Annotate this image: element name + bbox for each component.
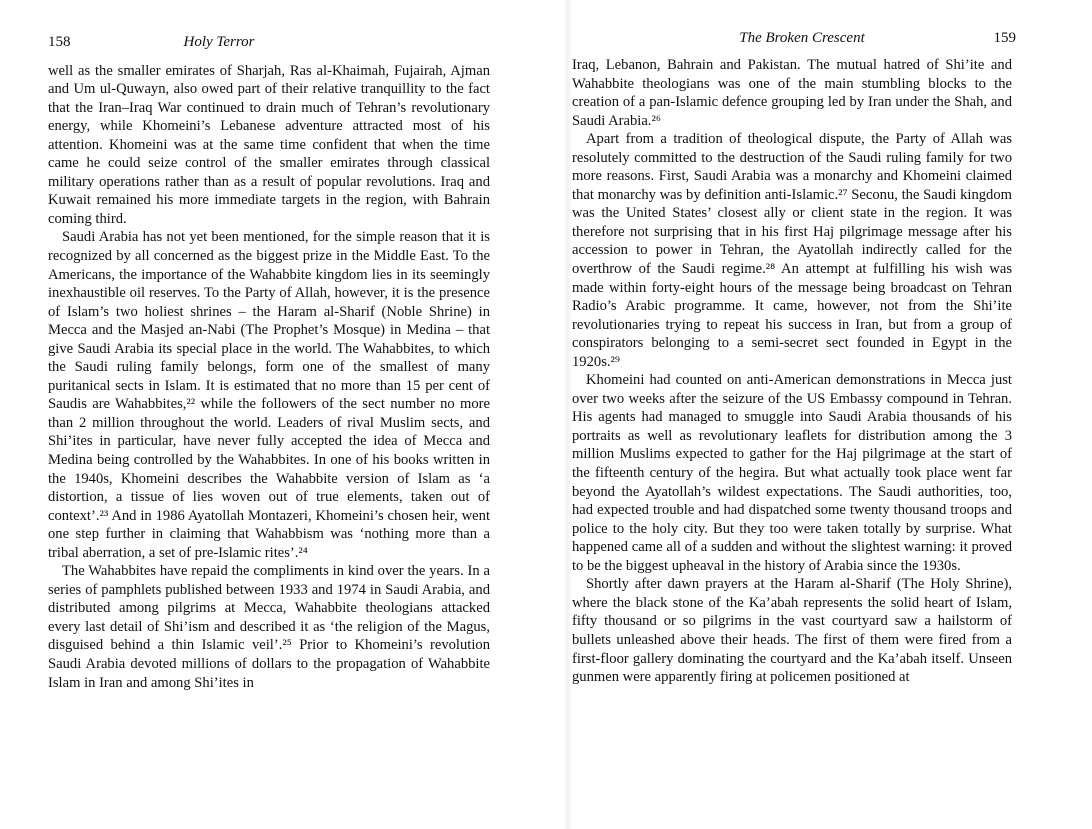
right-paragraph-2: Apart from a tradition of theological dispute, the Party of Allah was resolutely committed to the destruction of the Saudi ruling family for two more reasons. First, Saudi Arabia was a monarchy and Khomeini claimed that monarchy was by definition anti-Islamic.²⁷ Seconu, the Saudi kingdom was the United States’ closest ally or client state in the region. It was therefore not surprising that in his first Haj pilgrimage message after his accession to power in Tehran, the Ayatollah indirectly called for the overthrow of the Saudi regime.²⁸ An attempt at fulfilling his wish was made within forty-eight hours of the message being broadcast on Tehran Radio’s Arabic programme. It came, however, not from the Shi’ite revolutionaries trying to repeat his success in Iran, but from a group of conspirators belonging to a semi-secret sect founded in Egypt in the 1920s.²⁹ — [572, 131, 1012, 370]
left-running-head — [48, 34, 490, 62]
left-page-number: 158 — [48, 34, 71, 50]
left-paragraph-3: The Wahabbites have repaid the compliments in kind over the years. In a series of pamphlets published between 1933 and 1974 in Saudi Arabia, and distributed among pilgrims at Mecca, Wahabbite theologians attacked every last detail of Shi’ism and described it as ‘the religion of the Magus, disguised behind a thin Islamic veil’.²⁵ Prior to Khomeini’s revolution Saudi Arabia devoted millions of dollars to the propagation of Wahabbite Islam in Iran and among Shi’ites in — [48, 563, 490, 691]
book-gutter — [564, 0, 572, 829]
right-paragraph-1: Iraq, Lebanon, Bahrain and Pakistan. The mutual hatred of Shi’ite and Wahabbite theologians was one of the main stumbling blocks to the creation of a pan-Islamic defence grouping led by Iran under the Shah, and Saudi Arabia.²⁶ — [572, 57, 1012, 129]
left-paragraph-1: well as the smaller emirates of Sharjah, Ras al-Khaimah, Fujairah, Ajman and Um ul-Quwayn, also owed part of their relative tranquillity to the fact that the Iran–Iraq War continued to drain much of Tehran’s revolutionary energy, while Khomeini’s Lebanese adventure attracted most of his attention. Khomeini was at the same time confident that when the time came he could seize control of the smaller emirates through classical military operations rather than as a result of popular revolutions. Iraq and Kuwait remained his more immediate targets in the region, with Bahrain coming third. — [48, 62, 490, 227]
right-body-text — [572, 56, 1012, 687]
right-running-head — [572, 30, 1016, 58]
left-paragraph-2: Saudi Arabia has not yet been mentioned, for the simple reason that it is recognized by all concerned as the biggest prize in the Middle East. To the Americans, the importance of the Wahabbite kingdom lies in its seemingly inexhaustible oil reserves. To the Party of Allah, however, it is the presence of Islam’s two holiest shrines – the Haram al-Sharif (Noble Shrine) in Mecca and the Masjed an-Nabi (The Prophet’s Mosque) in Medina – that give Saudi Arabia its special place in the world. The Wahabbites, to which the Saudi ruling family belongs, form one of the smallest of many puritanical sects in Islam. It is estimated that no more than 15 per cent of Saudis are Wahabbites,²² while the followers of the sect number no more than 2 million throughout the world. Leaders of rival Muslim sects, and Shi’ites in particular, have never fully accepted the idea of Mecca and Medina being controlled by the Wahabbites. In one of his books written in the 1940s, Khomeini describes the Wahabbite version of Islam as ‘a distortion, a tissue of lies woven out of true elements, taken out of context’.²³ And in 1986 Ayatollah Montazeri, Khomeini’s chosen heir, went one step further in claiming that Wahabbism was ‘nothing more than a tribal aberration, a set of pre-Islamic rites’.²⁴ — [48, 229, 490, 561]
right-paragraph-3: Khomeini had counted on anti-American demonstrations in Mecca just over two weeks after the seizure of the US Embassy compound in Tehran. His agents had managed to smuggle into Saudi Arabia thousands of his portraits as well as revolutionary leaflets for distribution among the 3 million Muslims expected to gather for the Haj pilgrimage at the start of the fifteenth century of the hegira. But what actually took place went far beyond the Ayatollah’s wildest expectations. The Saudi authorities, too, had expected trouble and had dispatched some twenty thousand troops and police to the holy city. But they too were taken totally by surprise. What happened came all of a sudden and without the slightest warning: it proved to be the biggest upheaval in the history of Arabia since the 1930s. — [572, 372, 1012, 574]
left-page — [48, 34, 490, 692]
right-page-number: 159 — [993, 30, 1016, 46]
left-running-title: Holy Terror — [183, 34, 255, 50]
right-paragraph-4: Shortly after dawn prayers at the Haram al-Sharif (The Holy Shrine), where the black stone of the Ka’abah represents the solid heart of Islam, fifty thousand or so pilgrims in the vast courtyard saw a hailstorm of bullets unleashed above their heads. The first of them were fired from a first-floor gallery dominating the courtyard and the Ka’abah itself. Unseen gunmen were apparently firing at policemen positioned at — [572, 576, 1012, 686]
left-body-text — [48, 62, 490, 693]
right-running-title: The Broken Crescent — [739, 30, 865, 46]
right-page — [572, 30, 1016, 687]
